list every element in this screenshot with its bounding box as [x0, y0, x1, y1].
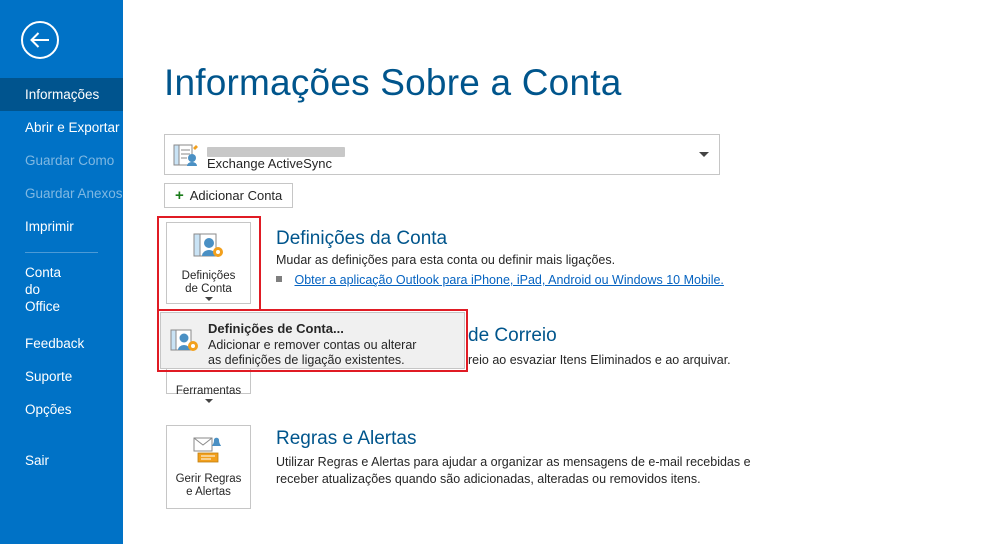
chevron-down-icon[interactable]	[699, 152, 709, 157]
account-settings-description: Mudar as definições para esta conta ou definir mais ligações.	[276, 253, 616, 267]
sidebar-item-abrir-exportar[interactable]	[0, 111, 123, 144]
account-settings-tile-label-2: de Conta	[185, 283, 232, 295]
menu-desc-line1: Adicionar e remover contas ou alterar	[208, 338, 417, 352]
sidebar-item-label-line1: Conta	[25, 265, 62, 280]
sidebar-item-suporte[interactable]	[0, 360, 123, 393]
account-settings-icon	[193, 231, 225, 265]
sidebar-item-feedback[interactable]	[0, 327, 123, 360]
rules-alerts-tile-label-1: Gerir Regras	[175, 473, 242, 485]
account-settings-menu-description	[208, 338, 456, 368]
rules-alerts-tile[interactable]	[166, 425, 251, 509]
outlook-mobile-link-row	[276, 272, 896, 289]
rules-alerts-description-line1: Utilizar Regras e Alertas para ajudar a organizar as mensagens de e-mail recebidas e	[276, 455, 751, 469]
account-settings-menu-item[interactable]	[160, 312, 465, 369]
sidebar-item-guardar-anexos	[0, 177, 123, 210]
sidebar-item-label: Informações	[25, 87, 100, 102]
sidebar-item-label-line2: do	[25, 282, 41, 297]
account-settings-heading: Definições da Conta	[276, 228, 448, 249]
back-button[interactable]	[21, 21, 59, 59]
mail-tools-heading: de Correio	[468, 325, 557, 346]
sidebar-item-label: Sair	[25, 453, 50, 468]
sidebar-item-label-line3: Office	[25, 299, 61, 314]
mail-tools-description: reio ao esvaziar Itens Eliminados e ao arquivar.	[468, 353, 731, 367]
backstage-sidebar	[0, 0, 123, 544]
sidebar-item-label: Suporte	[25, 369, 73, 384]
sidebar-item-label: Guardar Como	[25, 153, 115, 168]
chevron-down-icon[interactable]	[205, 297, 213, 301]
mail-tools-tile-label: Ferramentas	[175, 385, 242, 397]
chevron-down-icon[interactable]	[205, 399, 213, 403]
sidebar-menu	[0, 78, 123, 477]
rules-alerts-description-line2: receber atualizações quando são adicionadas, alteradas ou removidos itens.	[276, 472, 701, 486]
sidebar-item-label: Feedback	[25, 336, 85, 351]
menu-desc-line2: as definições de ligação existentes.	[208, 353, 405, 367]
backstage-main-pane	[123, 0, 993, 544]
page-title: Informações Sobre a Conta	[164, 62, 622, 103]
account-settings-tile[interactable]	[166, 222, 251, 304]
rules-alerts-tile-label-2: e Alertas	[186, 486, 231, 498]
rules-alerts-icon	[192, 434, 226, 468]
account-selector-combobox[interactable]	[164, 134, 720, 175]
sidebar-divider-1	[25, 252, 98, 253]
sidebar-item-opcoes[interactable]	[0, 393, 123, 426]
plus-icon: +	[175, 187, 184, 204]
sidebar-item-label: Guardar Anexos	[25, 186, 123, 201]
account-settings-menu-title: Definições de Conta...	[208, 321, 344, 336]
sidebar-item-label: Imprimir	[25, 219, 74, 234]
rules-alerts-heading: Regras e Alertas	[276, 428, 417, 449]
account-settings-menu-icon	[170, 326, 200, 356]
sidebar-item-imprimir[interactable]	[0, 210, 123, 243]
back-arrow-icon	[30, 32, 50, 48]
outlook-mobile-app-link[interactable]: Obter a aplicação Outlook para iPhone, iPad, Android ou Windows 10 Mobile.	[294, 273, 724, 287]
sidebar-item-label: Opções	[25, 402, 72, 417]
sidebar-item-sair[interactable]	[0, 444, 123, 477]
add-account-button[interactable]	[164, 183, 293, 208]
add-account-label: Adicionar Conta	[189, 188, 283, 203]
sidebar-item-guardar-como	[0, 144, 123, 177]
account-type-label: Exchange ActiveSync	[207, 156, 333, 171]
account-settings-tile-label-1: Definições	[181, 270, 236, 282]
sidebar-item-conta-do-office[interactable]	[0, 262, 123, 317]
bullet-icon	[276, 276, 282, 282]
account-icon	[173, 142, 199, 168]
sidebar-item-informacoes[interactable]	[0, 78, 123, 111]
sidebar-item-label: Abrir e Exportar	[25, 120, 120, 135]
